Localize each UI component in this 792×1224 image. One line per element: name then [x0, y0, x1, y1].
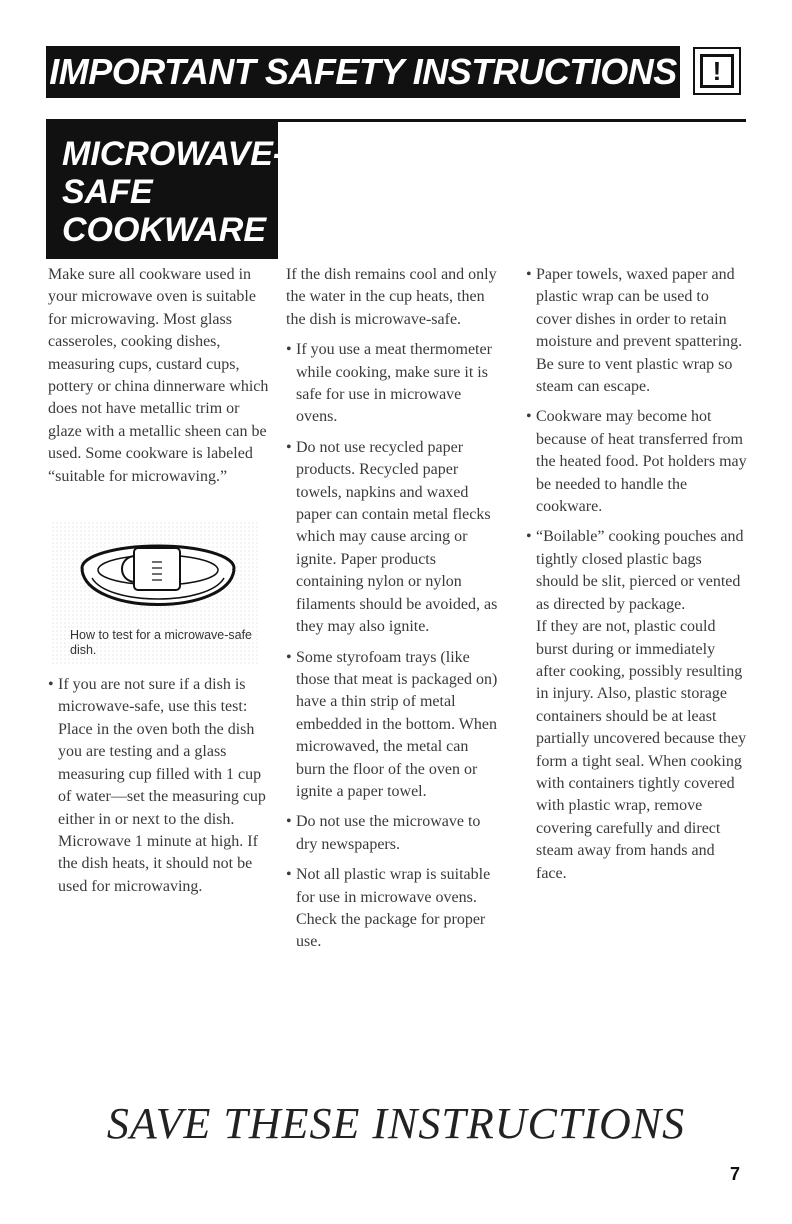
- list-item: • Paper towels, waxed paper and plastic wrap can be used to cover dishes in order to retain moisture and prevent spattering. Be sure to vent plastic wrap so steam can escape.: [526, 266, 743, 396]
- list-item: • If you use a meat thermometer while cooking, make sure it is safe for use in microwave ovens.: [286, 341, 492, 426]
- list-item: • “Boilable” cooking pouches and tightly closed plastic bags should be slit, pierced or vented as directed by package.: [526, 528, 744, 613]
- microwave-test-figure: [48, 518, 263, 666]
- footer-title: SAVE THESE INSTRUCTIONS: [106, 1099, 686, 1148]
- column-3: [526, 264, 748, 885]
- page-number: 7: [729, 1164, 740, 1184]
- list-item: • Do not use the microwave to dry newspapers.: [286, 813, 481, 853]
- list-item: • Do not use recycled paper products. Recycled paper towels, napkins and waxed paper can contain metal flecks which may cause arcing or ignite. Paper products containing nylon or nylon filaments should be avoided, as they may also ignite.: [286, 438, 498, 636]
- header-banner: [46, 46, 680, 98]
- section-heading-box: [46, 119, 285, 259]
- list-item: • Cookware may become hot because of heat transferred from the heated food. Pot holders may be needed to handle the cookware.: [526, 408, 747, 516]
- section-title: MICROWAVE-SAFE COOKWARE: [62, 135, 285, 249]
- column-2: [286, 264, 500, 954]
- list-item: • Not all plastic wrap is suitable for use in microwave ovens. Check the package for proper use.: [286, 866, 491, 951]
- continued-paragraph: If they are not, plastic could burst during or immediately after cooking, possibly resulting in injury. Also, plastic storage containers should be at least partially uncovered because they form a tight seal. When cooking with containers tightly covered with plastic wrap, remove covering carefully and direct steam away from hands and face.: [536, 618, 747, 882]
- header-title: IMPORTANT SAFETY INSTRUCTIONS: [49, 51, 677, 92]
- intro-paragraph: Make sure all cookware used in your microwave oven is suitable for microwaving. Most glass casseroles, cooking dishes, measuring cups, custard cups, pottery or china dinnerware which does not have metallic trim or glaze with a metallic sheen can be used. Some cookware is labeled “suitable for microwaving.”: [48, 266, 269, 485]
- figure-caption: How to test for a microwave-safe dish.: [70, 628, 253, 658]
- list-item: • If you are not sure if a dish is microwave-safe, use this test: Place in the oven both the dish you are testing and a glass measuring cup filled with 1 cup of water—set the measuring cup either in or next to the dish. Microwave 1 minute at high. If the dish heats, it should not be used for microwaving.: [48, 676, 266, 895]
- continued-paragraph: If the dish remains cool and only the water in the cup heats, then the dish is microwave-safe.: [286, 266, 497, 328]
- list-item: • Some styrofoam trays (like those that meat is packaged on) have a thin strip of metal embedded in the bottom. When microwaved, the metal can burn the floor of the oven or ignite a paper towel.: [286, 648, 498, 800]
- column-1: [48, 264, 270, 898]
- exclamation-icon: !: [693, 47, 741, 95]
